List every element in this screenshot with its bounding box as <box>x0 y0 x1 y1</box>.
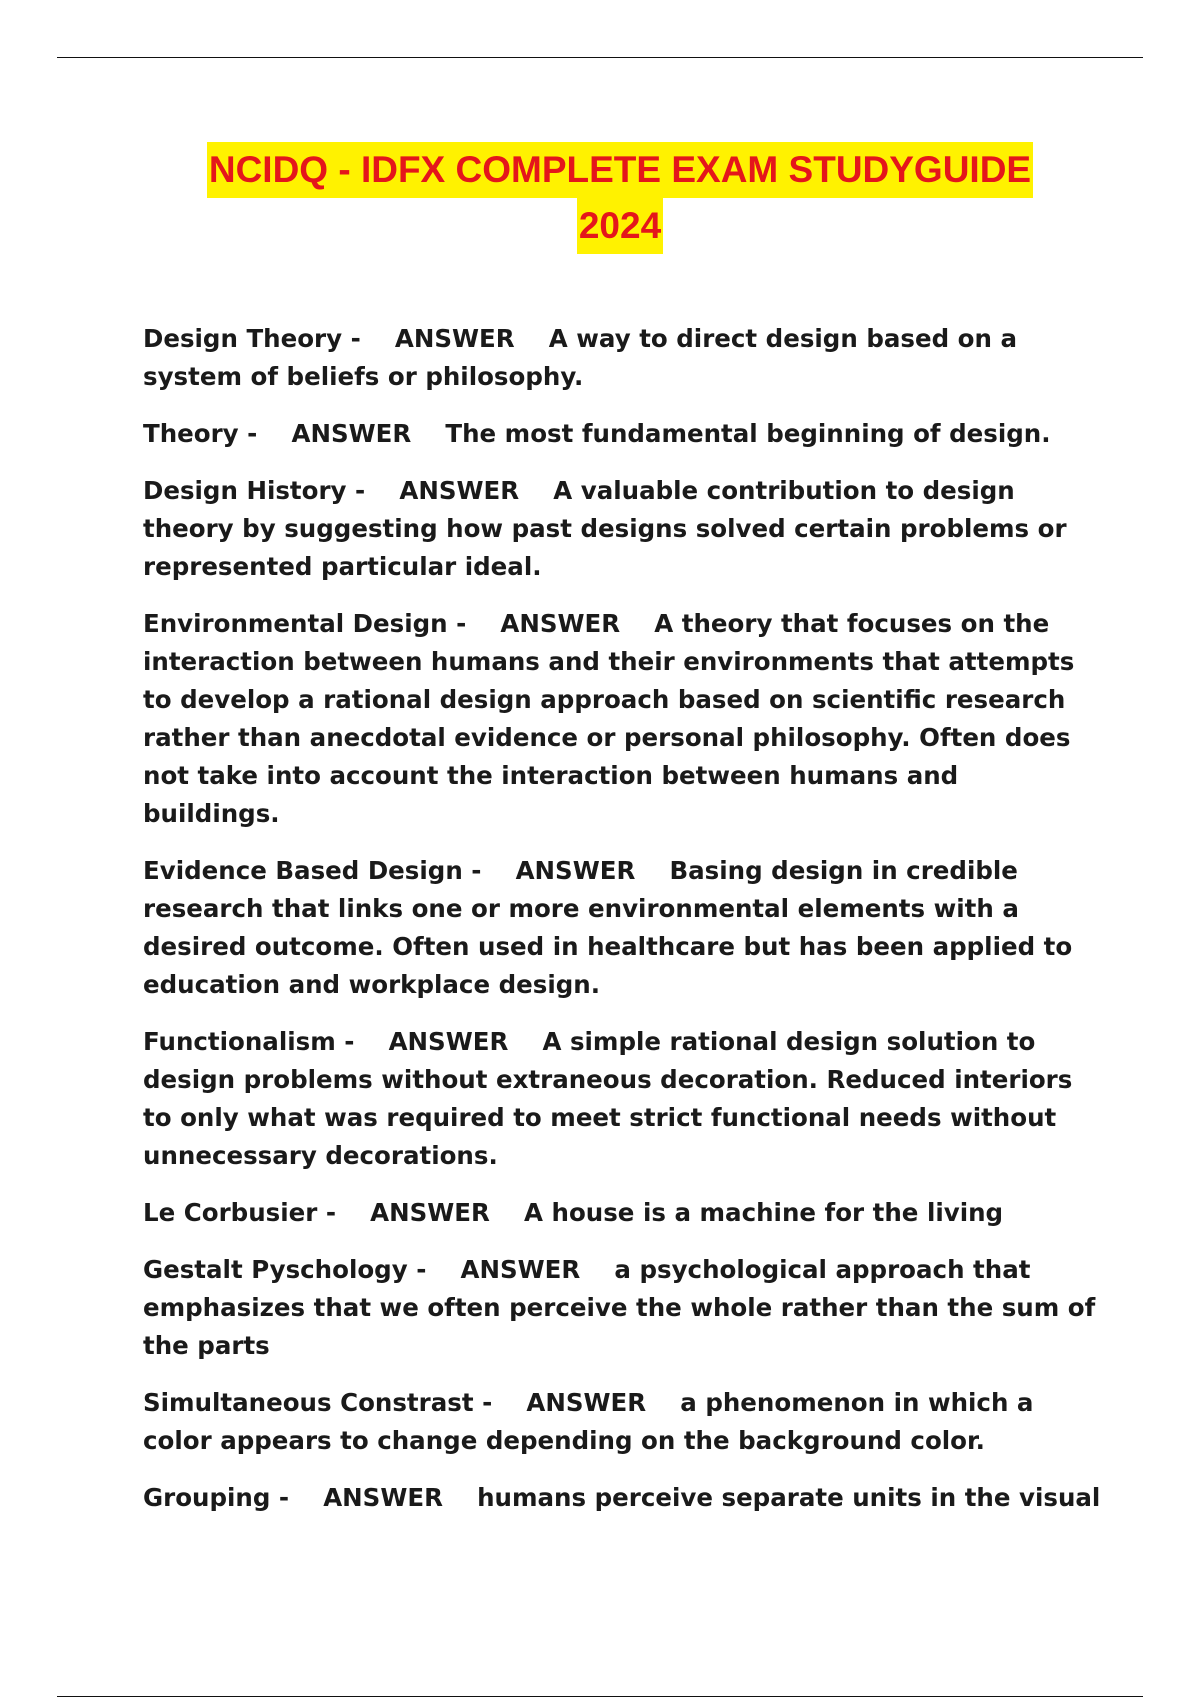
answer-label: ANSWER <box>388 1027 509 1056</box>
entry-definition: A theory that focuses on the interaction between humans and their environments that attempts to develop a rational design approach based on scientific research rather than anecdotal evidence or personal philosophy. Often does not take into account the interaction between humans and buildings. <box>143 609 1075 828</box>
entry-definition: A valuable contribution to design theory by suggesting how past designs solved certain problems or represented particular ideal. <box>143 476 1067 581</box>
answer-label: ANSWER <box>394 324 515 353</box>
entry-term: Le Corbusier - <box>143 1198 337 1227</box>
flashcard-entry <box>143 1023 1103 1175</box>
flashcard-entry <box>143 852 1103 1004</box>
bottom-rule <box>57 1696 1143 1697</box>
entry-definition: a phenomenon in which a color appears to change depending on the background color. <box>143 1388 1034 1455</box>
answer-label: ANSWER <box>370 1198 490 1227</box>
entry-definition: a psychological approach that emphasizes that we often perceive the whole rather than the sum of the parts <box>143 1255 1096 1360</box>
entry-definition: A simple rational design solution to design problems without extraneous decoration. Reduced interiors to only what was required to meet strict functional needs without unnecessary decorations. <box>143 1027 1073 1170</box>
entry-definition: humans perceive separate units in the visual <box>477 1483 1101 1512</box>
entry-definition: A way to direct design based on a system of beliefs or philosophy. <box>143 324 1017 391</box>
entry-definition: The most fundamental beginning of design. <box>445 419 1051 448</box>
entry-term: Theory - <box>143 419 258 448</box>
flashcard-entry <box>143 1384 1103 1460</box>
answer-label: ANSWER <box>291 419 412 448</box>
entry-term: Design History - <box>143 476 366 505</box>
flashcard-entry <box>143 472 1103 586</box>
entry-term: Grouping - <box>143 1483 290 1512</box>
entry-term: Gestalt Pyschology - <box>143 1255 427 1284</box>
entry-term: Design Theory - <box>143 324 361 353</box>
answer-label: ANSWER <box>515 856 636 885</box>
answer-label: ANSWER <box>399 476 520 505</box>
flashcard-list <box>143 320 1103 1536</box>
entry-term: Functionalism - <box>143 1027 355 1056</box>
entry-definition: A house is a machine for the living <box>524 1198 1004 1227</box>
answer-label: ANSWER <box>323 1483 443 1512</box>
entry-definition: Basing design in credible research that links one or more environmental elements with a desired outcome. Often used in healthcare but has been applied to education and workplace design. <box>143 856 1073 999</box>
entry-term: Environmental Design - <box>143 609 467 638</box>
entry-term: Simultaneous Constrast - <box>143 1388 493 1417</box>
title-line-1: NCIDQ - IDFX COMPLETE EXAM STUDYGUIDE <box>207 142 1033 198</box>
flashcard-entry <box>143 1479 1103 1517</box>
title-line-2: 2024 <box>577 198 663 254</box>
flashcard-entry <box>143 320 1103 396</box>
flashcard-entry <box>143 1251 1103 1365</box>
top-rule <box>57 57 1143 58</box>
answer-label: ANSWER <box>526 1388 647 1417</box>
entry-term: Evidence Based Design - <box>143 856 482 885</box>
flashcard-entry <box>143 415 1103 453</box>
flashcard-entry <box>143 605 1103 833</box>
flashcard-entry <box>143 1194 1103 1232</box>
answer-label: ANSWER <box>500 609 621 638</box>
answer-label: ANSWER <box>460 1255 581 1284</box>
document-title <box>120 142 1120 254</box>
